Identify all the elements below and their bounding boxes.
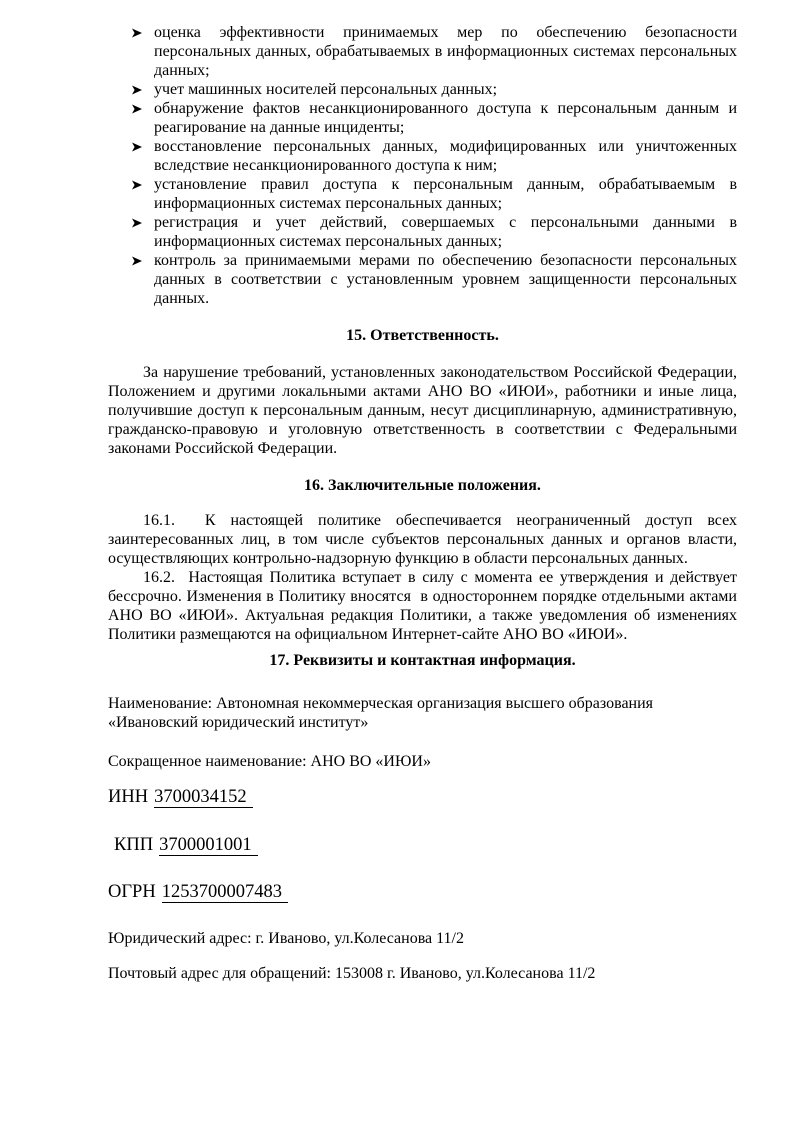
list-item	[154, 175, 737, 213]
list-item	[154, 251, 737, 308]
measures-bullet-list	[108, 23, 737, 308]
arrow-bullet-icon	[131, 179, 143, 191]
inn-label: ИНН	[108, 787, 149, 807]
section-heading-final-provisions: 16. Заключительные положения.	[304, 477, 541, 494]
kpp-label: КПП	[114, 835, 154, 855]
ogrn-value: 1253700007483	[162, 882, 288, 903]
arrow-bullet-icon	[131, 217, 143, 229]
organization-name-line-1: Наименование: Автономная некоммерческая организация высшего образования	[108, 695, 654, 712]
paragraph-responsibility: За нарушение требований, установленных законодательством Российской Федерации, Положением и другими локальными актами АНО ВО «ИЮИ», работники и иные лица, получившие доступ к персональным данным, несут дисциплинарную, административную, гражданско-правовую и уголовную ответственность в соответствии с Федеральными законами Российской Федерации.	[108, 364, 737, 457]
inn-value: 3700034152	[154, 787, 253, 808]
section-heading-responsibility: 15. Ответственность.	[346, 327, 499, 344]
arrow-bullet-icon	[131, 141, 143, 153]
list-item-text: контроль за принимаемыми мерами по обеспечению безопасности персональных данных в соответствии с установленным уровнем защищенности персональных данных.	[154, 252, 737, 307]
section-heading-requisites: 17. Реквизиты и контактная информация.	[269, 652, 576, 669]
list-item-text: обнаружение фактов несанкционированного доступа к персональным данным и реагирование на данные инциденты;	[154, 100, 737, 136]
arrow-bullet-icon	[131, 84, 143, 96]
legal-address-line: Юридический адрес: г. Иваново, ул.Колесанова 11/2	[108, 930, 464, 947]
list-item	[154, 137, 737, 175]
postal-address-line: Почтовый адрес для обращений: 153008 г. Иваново, ул.Колесанова 11/2	[108, 965, 596, 982]
list-item-text: установление правил доступа к персональным данным, обрабатываемым в информационных системах персональных данных;	[154, 176, 737, 212]
kpp-value: 3700001001	[159, 835, 258, 856]
arrow-bullet-icon	[131, 27, 143, 39]
list-item-text: восстановление персональных данных, модифицированных или уничтоженных вследствие несанкционированного доступа к ним;	[154, 138, 737, 174]
kpp-line	[108, 833, 737, 857]
list-item	[154, 23, 737, 80]
ogrn-line	[108, 880, 737, 904]
list-item	[154, 80, 737, 99]
ogrn-label: ОГРН	[108, 882, 156, 902]
paragraph-16-2: 16.2. Настоящая Политика вступает в силу с момента ее утверждения и действует бессрочно. Изменения в Политику вносятся в одностороннем порядке отдельными актами АНО ВО «ИЮИ». Актуальная редакция Политики, а также уведомления об изменениях Политики размещаются на официальном Интернет-сайте АНО ВО «ИЮИ».	[108, 569, 737, 643]
list-item	[154, 99, 737, 137]
list-item-text: учет машинных носителей персональных данных;	[154, 81, 498, 98]
arrow-bullet-icon	[131, 255, 143, 267]
organization-name-line-2: «Ивановский юридический институт»	[108, 714, 369, 731]
organization-name-line	[108, 694, 737, 732]
arrow-bullet-icon	[131, 103, 143, 115]
list-item	[154, 213, 737, 251]
list-item-text: регистрация и учет действий, совершаемых с персональными данными в информационных системах персональных данных;	[154, 214, 737, 250]
list-item-text: оценка эффективности принимаемых мер по обеспечению безопасности персональных данных, обрабатываемых в информационных системах персональных данных;	[154, 24, 737, 79]
short-name-line: Сокращенное наименование: АНО ВО «ИЮИ»	[108, 753, 431, 770]
inn-line	[108, 785, 737, 809]
paragraph-16-1: 16.1. К настоящей политике обеспечивается неограниченный доступ всех заинтересованных лиц, в том числе субъектов персональных данных и органов власти, осуществляющих контрольно-надзорную функцию в области персональных данных.	[108, 512, 737, 567]
